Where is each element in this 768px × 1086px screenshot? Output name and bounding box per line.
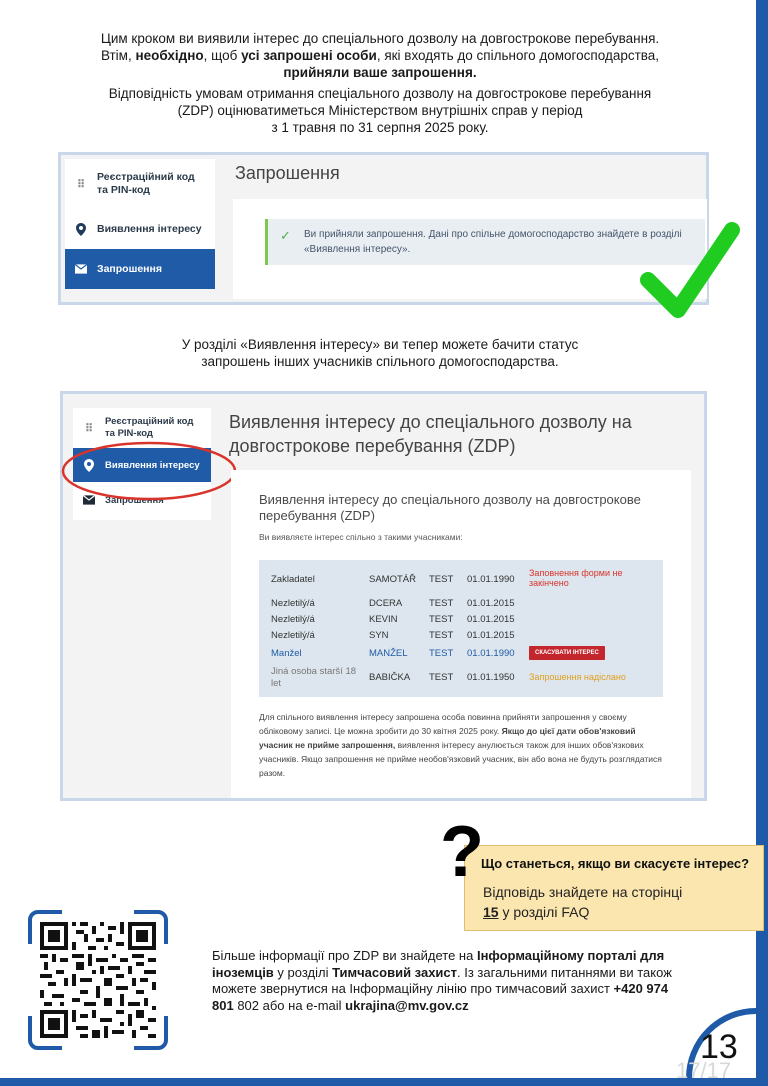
cell-date: 01.01.2015 [467, 630, 515, 641]
page-frame-bottom [0, 1078, 768, 1086]
cell-role: Jiná osoba starší 18 let [271, 666, 357, 689]
mid-line-2: запрошень інших учасників спільного домогосподарства. [201, 354, 559, 369]
cell-status: Запрошення надіслано [529, 672, 626, 682]
question-mark-icon: ? [440, 812, 484, 892]
info-part-e: . Із загальними питаннями ви також можете звернутися на Інформаційну лінію про тимчасовий захист [212, 964, 672, 996]
cell-date: 01.01.1990 [467, 574, 515, 585]
footnote-part-a: Для спільного виявлення інтересу запрошена особа повинна прийняти запрошення у своєму обліковому записі. Це можна зробити до 30 квітня 2025 року. [259, 712, 627, 736]
cancel-interest-button[interactable]: СКАСУВАТИ ІНТЕРЕС [529, 646, 605, 660]
cell-role: Manžel [271, 648, 302, 659]
intro-text [40, 30, 720, 140]
intro-line-2d: усі запрошені особи [241, 48, 377, 63]
sidebar-item-registration[interactable] [65, 159, 215, 209]
info-part-a: Більше інформації про ZDP ви знайдете на [212, 948, 477, 963]
intro-line-2b: необхідно [135, 48, 204, 63]
intro-line-2e: , які входять до спільного домогосподарства, [376, 48, 660, 63]
check-icon: ✓ [280, 228, 291, 243]
intro-line-3: прийняли ваше запрошення. [283, 65, 477, 80]
grid-icon: ⠿ [76, 178, 86, 191]
content-panel [233, 199, 707, 299]
sidebar [65, 159, 215, 289]
cell-name: TEST [429, 598, 454, 609]
page-title: Виявлення інтересу до спеціального дозволу на довгострокове перебування (ZDP) [229, 412, 632, 456]
footnote-part-b: Якщо до цієї дати обов'язковий учасник не прийме запрошення, [259, 726, 636, 750]
cell-surname: DCERA [369, 598, 403, 609]
sidebar-item-label: Реєстраційний код та PIN-код [97, 171, 195, 196]
page-title: Запрошення [235, 163, 340, 183]
cell-status: Заповнення форми не закінчено [529, 568, 623, 588]
intro-line-5: (ZDP) оцінюватиметься Міністерством внутрішніх справ у період [177, 103, 583, 118]
cell-surname: MANŽEL [369, 648, 408, 659]
intro-line-2a: Втім, [100, 48, 136, 63]
faq-answer [483, 882, 682, 922]
panel-footnote [259, 710, 669, 780]
qr-code-block [28, 910, 168, 1050]
alert-text: Ви прийняли запрошення. Дані про спільне домогосподарство знайдете в розділі «Виявлення інтересу». [304, 229, 682, 255]
info-email-link[interactable]: ukrajina@mv.gov.cz [345, 997, 469, 1013]
info-part-g: 802 або на e-mail [233, 997, 346, 1013]
page-count: 17/17 [676, 1058, 732, 1083]
cell-date: 01.01.2015 [467, 598, 515, 609]
faq-page-link[interactable]: 15 [483, 904, 499, 920]
footnote-part-c: виявлення інтересу анулюється також для інших обов'язкових учасників. Якщо запрошення не прийме необов'язковий учасник, він або вона не будуть розглядатися разом. [259, 740, 662, 778]
qr-frame-gap [62, 908, 134, 916]
qr-frame-gap [62, 1044, 134, 1052]
envelope-icon [75, 263, 87, 275]
grid-icon: ⠿ [84, 422, 94, 435]
sidebar-item-label: Виявлення інтересу [97, 223, 202, 235]
cell-name: TEST [429, 648, 454, 659]
green-checkmark-icon [640, 218, 740, 328]
cell-role: Nezletilý/á [271, 630, 315, 641]
cell-surname: BABIČKA [369, 672, 411, 683]
qr-frame-gap [162, 944, 170, 1016]
cell-name: TEST [429, 672, 454, 683]
sidebar-item-label: Запрошення [97, 263, 162, 275]
cell-name: TEST [429, 614, 454, 625]
intro-line-1: Цим кроком ви виявили інтерес до спеціального дозволу на довгострокове перебування. [100, 31, 660, 46]
cell-surname: KEVIN [369, 614, 398, 625]
panel-subtitle: Ви виявляєте інтерес спільно з такими учасниками: [259, 532, 463, 542]
sidebar-item-invitation[interactable] [65, 249, 215, 289]
cell-role: Nezletilý/á [271, 598, 315, 609]
info-section-name: Тимчасовий захист [332, 964, 458, 980]
sidebar-item-label: Виявлення інтересу [105, 459, 200, 471]
cell-date: 01.01.1990 [467, 648, 515, 659]
sidebar-item-interest[interactable] [65, 209, 215, 249]
panel-title: Виявлення інтересу до спеціального дозволу на довгострокове перебування (ZDP) [259, 492, 641, 523]
intro-line-6: з 1 травня по 31 серпня 2025 року. [271, 120, 489, 135]
info-text [212, 948, 682, 1014]
success-alert [265, 219, 705, 265]
cell-date: 01.01.1950 [467, 672, 515, 683]
cell-date: 01.01.2015 [467, 614, 515, 625]
cell-surname: SYN [369, 630, 389, 641]
cell-role: Zakladatel [271, 574, 315, 585]
participants-table [259, 560, 663, 697]
faq-callout [464, 845, 764, 931]
intro-line-2c: , щоб [203, 48, 242, 63]
content-panel [231, 470, 691, 798]
cell-surname: SAMOTÁŘ [369, 574, 416, 585]
screenshot-interest [60, 391, 707, 801]
red-highlight-ellipse [61, 440, 241, 502]
location-pin-icon [75, 223, 87, 235]
screenshot-invitation [58, 152, 709, 305]
faq-answer-text: Відповідь знайдете на сторінці [483, 884, 683, 900]
faq-question: Що станеться, якщо ви скасуєте інтерес? [481, 856, 750, 871]
qr-frame-gap [26, 944, 34, 1016]
sidebar-item-label: Реєстраційний код та PIN-код [105, 416, 194, 439]
page-number: 13 [700, 1028, 738, 1066]
info-part-c: у розділі [273, 964, 333, 980]
info-phone[interactable]: +420 974 801 [212, 981, 669, 1013]
sidebar-item-label: Запрошення [105, 494, 164, 506]
qr-code-icon[interactable] [40, 922, 156, 1038]
cell-name: TEST [429, 574, 454, 585]
mid-text [90, 336, 670, 370]
cell-role: Nezletilý/á [271, 614, 315, 625]
faq-answer-text-b: у розділі FAQ [498, 904, 590, 920]
cell-name: TEST [429, 630, 454, 641]
mid-line-1: У розділі «Виявлення інтересу» ви тепер можете бачити статус [181, 337, 579, 352]
info-portal-link[interactable]: Інформаційному порталі для іноземців [212, 948, 665, 980]
intro-line-4: Відповідність умовам отримання спеціального дозволу на довгострокове перебування [108, 86, 652, 101]
